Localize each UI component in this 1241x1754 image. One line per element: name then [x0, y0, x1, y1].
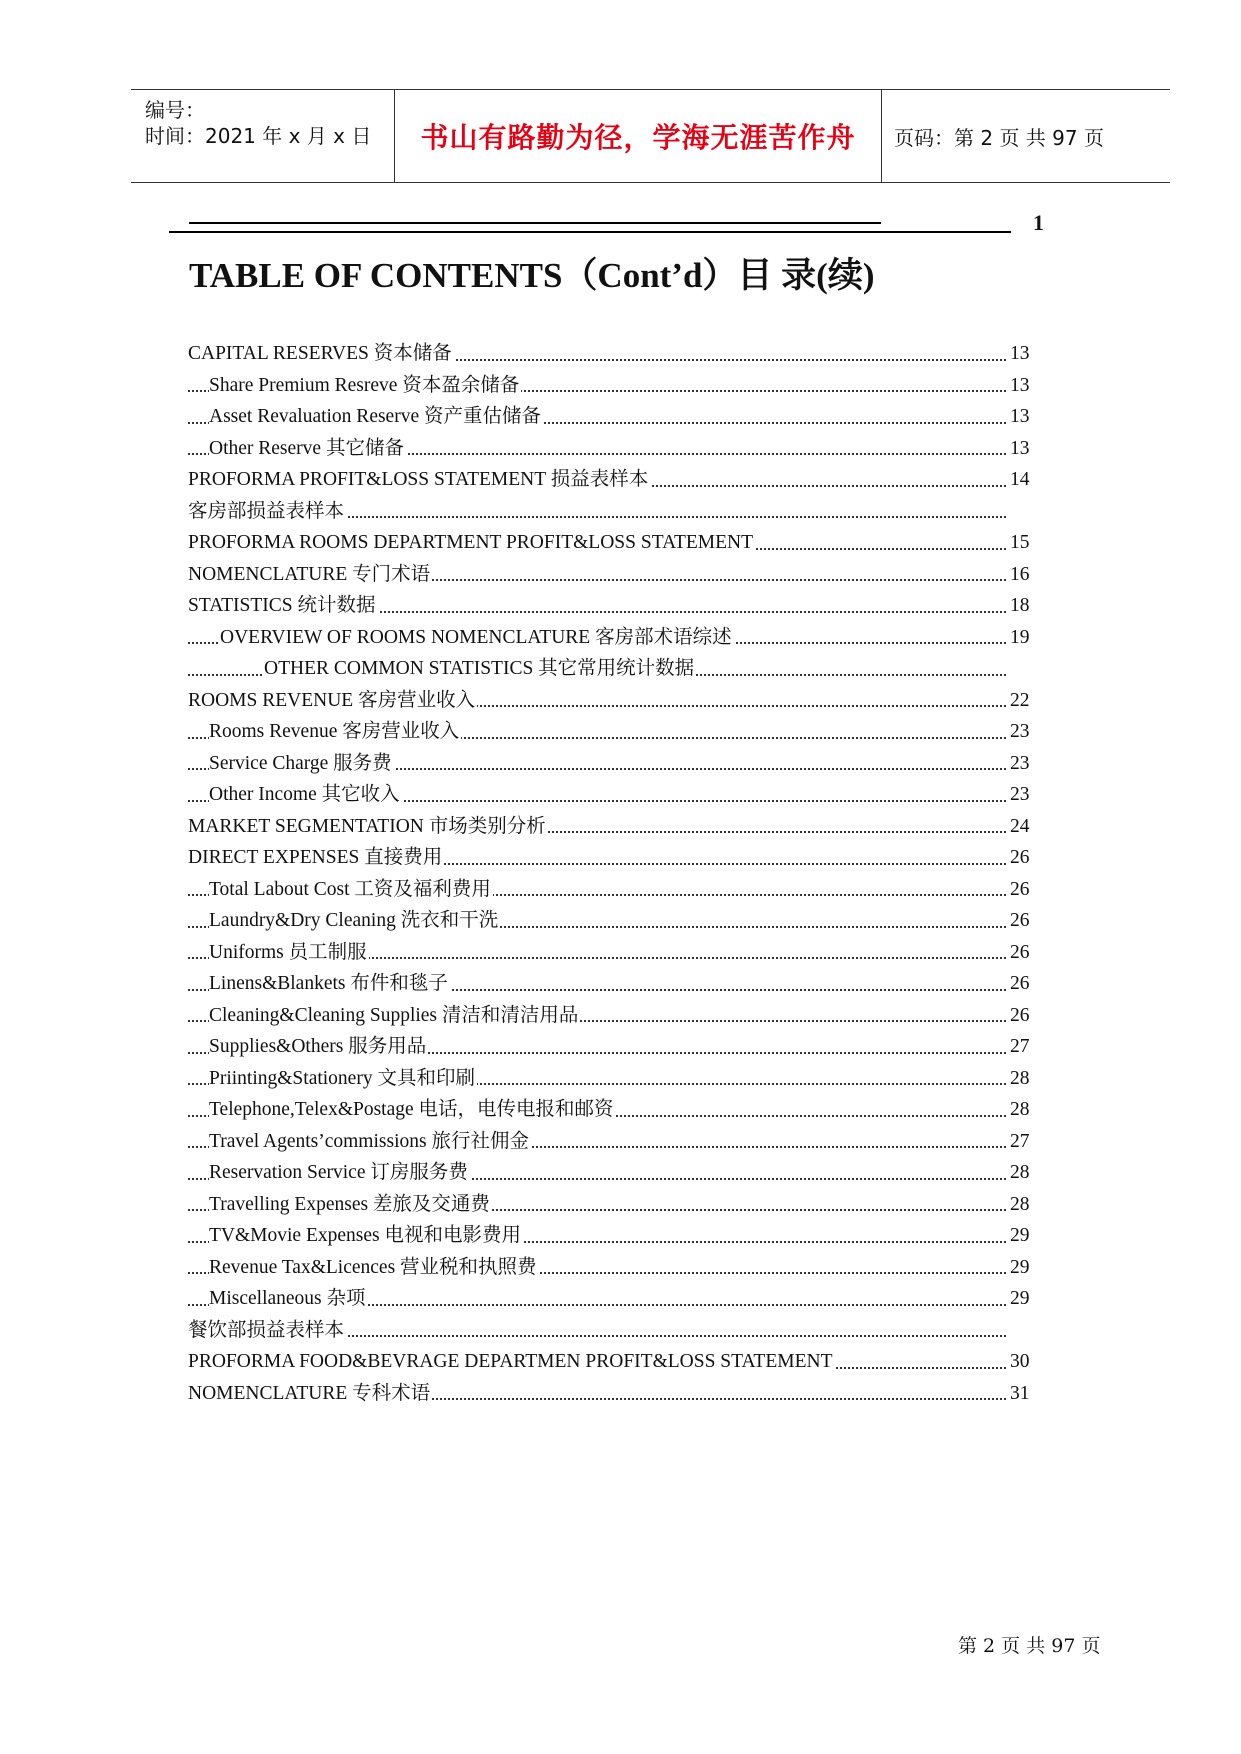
toc-entry[interactable] [188, 748, 1048, 780]
toc-entry[interactable] [188, 370, 1048, 402]
toc-entry-title: Supplies&Others 服务用品 [209, 1036, 427, 1057]
toc-entry-title: OTHER COMMON STATISTICS 其它常用统计数据 [264, 658, 695, 679]
toc-entry-page: 22 [1006, 685, 1048, 717]
toc-entry-page: 23 [1006, 779, 1048, 811]
toc-entry-title: Laundry&Dry Cleaning 洗衣和干洗 [209, 910, 499, 931]
toc-entry[interactable] [188, 685, 1048, 717]
toc-entry-page: 26 [1006, 1000, 1048, 1032]
toc-entry-page: 13 [1006, 401, 1048, 433]
toc-entry-page: 16 [1006, 559, 1048, 591]
toc-entry-page: 24 [1006, 811, 1048, 843]
toc-entry-page: 19 [1006, 622, 1048, 654]
toc-entry-title: Other Income 其它收入 [209, 784, 400, 805]
toc-entry[interactable] [188, 527, 1048, 559]
toc-entry-title: Travel Agents’commissions 旅行社佣金 [209, 1130, 529, 1152]
toc-entry[interactable] [188, 1283, 1048, 1315]
toc-entry-title: Service Charge 服务费 [209, 752, 392, 774]
toc-entry-page: 28 [1006, 1063, 1048, 1095]
toc-entry[interactable] [188, 937, 1048, 969]
top-rule-long [169, 231, 1011, 233]
toc-entry-title: Linens&Blankets 布件和毯子 [209, 973, 448, 994]
toc-entry[interactable] [188, 874, 1048, 906]
toc-entry-page: 26 [1006, 968, 1048, 1000]
document-time-label: 时间：2021 年 x 月 x 日 [145, 124, 372, 148]
toc-entry-title: NOMENCLATURE 专门术语 [188, 563, 431, 585]
page-title: TABLE OF CONTENTS（Cont’d）目 录(续) [189, 256, 875, 295]
toc-entry-page: 31 [1006, 1378, 1048, 1410]
toc-entry-title: Asset Revaluation Reserve 资产重估储备 [209, 406, 541, 427]
toc-entry-page: 26 [1006, 842, 1048, 874]
page-number: 1 [1033, 210, 1044, 235]
header-info-cell [131, 90, 395, 182]
toc-entry-title: Travelling Expenses 差旅及交通费 [209, 1193, 490, 1215]
toc-entry-page: 28 [1006, 1157, 1048, 1189]
toc-entry[interactable] [188, 496, 1048, 528]
toc-entry-page: 26 [1006, 874, 1048, 906]
toc-entry-title: PROFORMA PROFIT&LOSS STATEMENT 损益表样本 [188, 469, 649, 490]
toc-entry-title: 客房部损益表样本 [188, 500, 345, 522]
toc-entry-title: OVERVIEW OF ROOMS NOMENCLATURE 客房部术语综述 [220, 626, 732, 648]
toc-entry[interactable] [188, 622, 1048, 654]
toc-entry[interactable] [188, 433, 1048, 465]
toc-entry-title: Share Premium Resreve 资本盈余储备 [209, 374, 520, 396]
toc-entry[interactable] [188, 1378, 1048, 1410]
toc-entry-title: ROOMS REVENUE 客房营业收入 [188, 689, 476, 711]
toc-entry-page: 29 [1006, 1252, 1048, 1284]
toc-entry-page: 27 [1006, 1031, 1048, 1063]
toc-entry-page: 29 [1006, 1283, 1048, 1315]
toc-entry[interactable] [188, 716, 1048, 748]
header-motto-cell [395, 90, 882, 182]
toc-entry[interactable] [188, 338, 1048, 370]
toc-entry[interactable] [188, 1031, 1048, 1063]
toc-entry[interactable] [188, 1346, 1048, 1378]
toc-entry-title: PROFORMA FOOD&BEVRAGE DEPARTMEN PROFIT&LOSS STATEMENT [188, 1351, 833, 1372]
toc-entry-page: 30 [1006, 1346, 1048, 1378]
toc-entry-page: 23 [1006, 748, 1048, 780]
toc-entry-page: 13 [1006, 370, 1048, 402]
toc-entry-page: 28 [1006, 1094, 1048, 1126]
toc-entry-title: Other Reserve 其它储备 [209, 437, 404, 459]
toc-entry-page: 26 [1006, 937, 1048, 969]
toc-entry-title: Priinting&Stationery 文具和印刷 [209, 1067, 475, 1089]
toc-entry-title: CAPITAL RESERVES 资本储备 [188, 343, 452, 364]
toc-entry-title: TV&Movie Expenses 电视和电影费用 [209, 1225, 521, 1246]
toc-entry[interactable] [188, 811, 1048, 843]
motto-text: 书山有路勤为径，学海无涯苦作舟 [420, 121, 856, 154]
toc-entry[interactable] [188, 1220, 1048, 1252]
page-footer: 第 2 页 共 97 页 [958, 1635, 1101, 1657]
toc-entry[interactable] [188, 590, 1048, 622]
toc-entry-title: Uniforms 员工制服 [209, 941, 367, 963]
toc-entry-page: 13 [1006, 338, 1048, 370]
toc-entry-page: 13 [1006, 433, 1048, 465]
toc-entry-title: Rooms Revenue 客房营业收入 [209, 721, 460, 742]
toc-entry-page: 28 [1006, 1189, 1048, 1221]
toc-entry[interactable] [188, 1094, 1048, 1126]
toc-entry-title: PROFORMA ROOMS DEPARTMENT PROFIT&LOSS STATEMENT [188, 532, 754, 553]
toc-entry-page: 15 [1006, 527, 1048, 559]
toc-entry[interactable] [188, 401, 1048, 433]
toc-entry[interactable] [188, 842, 1048, 874]
toc-entry-title: NOMENCLATURE 专科术语 [188, 1382, 431, 1404]
toc-entry[interactable] [188, 464, 1048, 496]
toc-entry-title: Miscellaneous 杂项 [209, 1288, 366, 1309]
toc-entry[interactable] [188, 1252, 1048, 1284]
toc-entry-page: 26 [1006, 905, 1048, 937]
table-of-contents [188, 338, 1048, 1409]
toc-entry[interactable] [188, 1315, 1048, 1347]
toc-entry-page: 29 [1006, 1220, 1048, 1252]
toc-entry-page: 14 [1006, 464, 1048, 496]
toc-entry-title: Reservation Service 订房服务费 [209, 1162, 468, 1183]
toc-entry-title: DIRECT EXPENSES 直接费用 [188, 847, 443, 868]
toc-entry[interactable] [188, 559, 1048, 591]
top-rule-short [189, 222, 881, 224]
toc-entry-page: 27 [1006, 1126, 1048, 1158]
toc-entry[interactable] [188, 1126, 1048, 1158]
toc-entry[interactable] [188, 779, 1048, 811]
toc-entry-title: 餐饮部损益表样本 [188, 1319, 345, 1341]
toc-entry-title: STATISTICS 统计数据 [188, 595, 376, 616]
header-page-cell [882, 90, 1170, 182]
toc-entry-title: Revenue Tax&Licences 营业税和执照费 [209, 1256, 537, 1278]
document-number-label: 编号： [145, 98, 205, 122]
toc-entry[interactable] [188, 653, 1048, 685]
toc-entry-page: 18 [1006, 590, 1048, 622]
toc-entry[interactable] [188, 1157, 1048, 1189]
toc-entry[interactable] [188, 1000, 1048, 1032]
page-header [131, 89, 1170, 183]
toc-entry[interactable] [188, 1063, 1048, 1095]
header-page-info: 页码：第 2 页 共 97 页 [894, 125, 1104, 150]
toc-entry[interactable] [188, 905, 1048, 937]
toc-entry-title: MARKET SEGMENTATION 市场类别分析 [188, 815, 546, 837]
toc-entry[interactable] [188, 968, 1048, 1000]
toc-entry-page: 23 [1006, 716, 1048, 748]
toc-entry-title: Telephone,Telex&Postage 电话，电传电报和邮资 [209, 1099, 614, 1120]
toc-entry-title: Total Labout Cost 工资及福利费用 [209, 878, 491, 900]
toc-entry-title: Cleaning&Cleaning Supplies 清洁和清洁用品 [209, 1004, 579, 1026]
toc-entry[interactable] [188, 1189, 1048, 1221]
